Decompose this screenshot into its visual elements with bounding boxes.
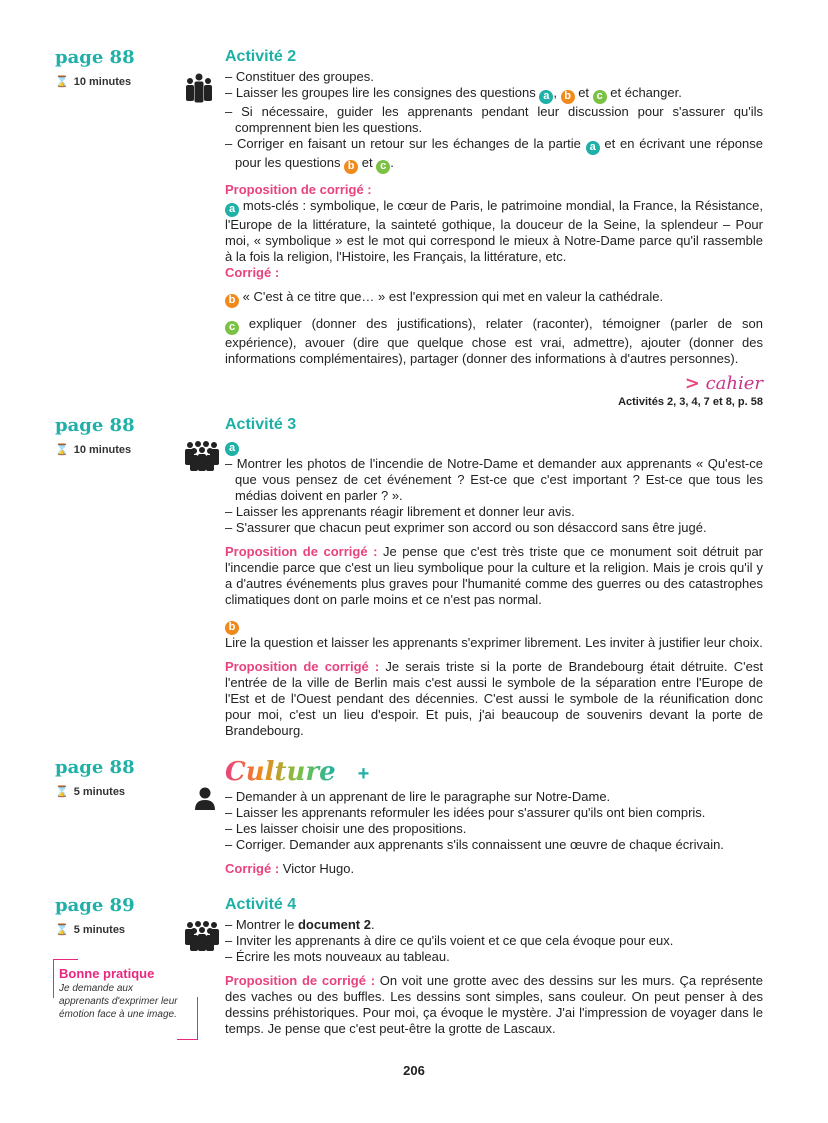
- activity-body: [225, 69, 763, 367]
- text: – Laisser les apprenants reformuler les idées pour s'assurer qu'ils ont bien compris.: [225, 805, 706, 820]
- hourglass-icon: ⌛: [55, 924, 69, 936]
- activity-body: [225, 789, 763, 877]
- text: – Laisser les groupes lire les consignes des questions: [225, 85, 540, 100]
- text: – Montrer le: [225, 917, 298, 932]
- text: et échanger.: [606, 85, 682, 100]
- activity-title: [225, 757, 828, 787]
- text: « C'est à ce titre que… » est l'expression qui met en valeur la cathédrale.: [239, 289, 664, 304]
- bonne-pratique-box: [53, 959, 193, 1021]
- text: et: [574, 85, 593, 100]
- hourglass-icon: ⌛: [55, 76, 69, 88]
- paragraph: [225, 616, 763, 635]
- bonne-pratique-text: Je demande aux apprenants d'exprimer leur émotion face à une image.: [59, 983, 178, 1020]
- question-badge-a: a: [586, 141, 600, 155]
- section-activite-2: [0, 47, 828, 367]
- duration: [55, 75, 131, 88]
- text: .: [370, 917, 375, 932]
- text: – Corriger. Demander aux apprenants s'ils connaissent une œuvre de chaque écrivain.: [225, 837, 724, 852]
- paragraph: [225, 973, 763, 1037]
- question-badge-c: c: [593, 90, 607, 104]
- correction-label: Proposition de corrigé :: [225, 544, 378, 559]
- question-badge-c: c: [376, 160, 390, 174]
- paragraph: [225, 289, 763, 308]
- list-item: [225, 837, 763, 853]
- cahier-link[interactable]: [0, 373, 763, 395]
- list-item: [225, 933, 763, 949]
- duration-text: 5 minutes: [73, 924, 126, 936]
- page-reference: page 88: [55, 757, 135, 778]
- duration: [55, 443, 131, 456]
- page-reference: page 89: [55, 895, 135, 916]
- text: Victor Hugo.: [279, 861, 355, 876]
- list-item: [225, 69, 763, 85]
- activity-title: Activité 3: [225, 416, 297, 433]
- list-item: [225, 917, 763, 933]
- corner-decoration: [53, 959, 78, 998]
- list-item: [225, 520, 763, 536]
- duration-text: 10 minutes: [73, 76, 132, 88]
- list-item: [225, 949, 763, 965]
- question-badge-b: b: [344, 160, 358, 174]
- text: .: [390, 155, 394, 170]
- paragraph: [225, 198, 763, 265]
- hourglass-icon: ⌛: [55, 786, 69, 798]
- list-item: [225, 789, 763, 805]
- section-activite-4: [0, 895, 828, 1045]
- list-item: [225, 805, 763, 821]
- text: – Laisser les apprenants réagir librement et donner leur avis.: [225, 504, 575, 519]
- list-item: [225, 104, 763, 136]
- paragraph: [225, 265, 763, 281]
- cahier-label: cahier: [705, 373, 763, 394]
- section-culture: [0, 757, 828, 877]
- paragraph: [225, 316, 763, 367]
- duration: [55, 785, 125, 798]
- group-icon: [184, 73, 214, 108]
- paragraph: [225, 437, 763, 456]
- paragraph: [225, 861, 763, 877]
- page-reference: page 88: [55, 47, 135, 68]
- crowd-icon: [184, 921, 220, 956]
- correction-label: Proposition de corrigé :: [225, 659, 380, 674]
- text: – Inviter les apprenants à dire ce qu'ils voient et ce que cela évoque pour eux.: [225, 933, 674, 948]
- cahier-block: [0, 373, 763, 409]
- list-item: [225, 821, 763, 837]
- text: – Constituer des groupes.: [225, 69, 374, 84]
- page-number: 206: [403, 1063, 425, 1078]
- correction-label: Proposition de corrigé :: [225, 973, 376, 988]
- list-item: [225, 136, 763, 174]
- text: On voit une grotte avec des dessins sur les murs. Ça représente des vaches ou des buffles. Les dessins sont simples, sans couleur. On peut penser à des dessins préhistoriques. Pour moi, ça évoque le mystère. J'ai l'impression de voyager dans le temps. Je pense que c'est peut-être la grotte de Lascaux.: [225, 973, 763, 1036]
- paragraph: [225, 544, 763, 608]
- culture-plus: +: [357, 763, 370, 785]
- text: expliquer (donner des justifications), relater (raconter), témoigner (parler de son expérience), avouer (dire que quelque chose est vrai, admettre), ajouter (donner des informations complémentaires), partager (donner des informations à d'autres personnes).: [225, 316, 763, 366]
- text: – Les laisser choisir une des propositions.: [225, 821, 467, 836]
- bold-text: document 2: [297, 917, 371, 932]
- correction-label: Corrigé :: [225, 265, 280, 280]
- paragraph: [225, 635, 763, 651]
- correction-label: Corrigé :: [225, 861, 280, 876]
- question-badge-b: b: [225, 621, 239, 635]
- duration-text: 5 minutes: [73, 786, 126, 798]
- text: – Écrire les mots nouveaux au tableau.: [225, 949, 450, 964]
- activity-title: Activité 4: [225, 896, 297, 913]
- list-item: [225, 504, 763, 520]
- text: – Si nécessaire, guider les apprenants pendant leur discussion pour s'assurer qu'ils comprennent bien les questions.: [225, 104, 763, 135]
- cahier-reference: Activités 2, 3, 4, 7 et 8, p. 58: [618, 396, 763, 408]
- question-badge-a: a: [539, 90, 553, 104]
- section-activite-3: [0, 415, 828, 739]
- question-badge-a: a: [225, 203, 239, 217]
- list-item: [225, 85, 763, 104]
- text: Je serais triste si la porte de Brandebourg était détruite. C'est l'entrée de la ville de Berlin mais c'est aussi le symbole de la séparation entre l'Europe de l'Est et de l'Ouest pendant des décennies. C'est aussi le symbole de la réunification donc pour moi, c'est un lieu d'espoir. Et puis, j'ai beaucoup de souvenirs devant la porte de Brandebourg.: [225, 659, 763, 738]
- text: Je pense que c'est très triste que ce monument soit détruit par l'incendie parce que c'est un lieu symbolique pour la culture et la religion. Mais je crois qu'il y a d'autres événements plus graves pour l'humanité comme des guerres ou des catastrophes climatiques dont on parle moins et ce n'est pas normal.: [225, 544, 763, 607]
- text: – Montrer les photos de l'incendie de Notre-Dame et demander aux apprenants « Qu'est-ce que vous pensez de cet événement ? Est-ce que c'est important ? Est-ce que tous les médias doivent en parler ? ».: [225, 456, 763, 503]
- question-badge-c: c: [225, 321, 239, 335]
- crowd-icon: [184, 441, 220, 476]
- question-badge-a: a: [225, 442, 239, 456]
- duration-text: 10 minutes: [73, 444, 132, 456]
- activity-body: [225, 437, 763, 739]
- text: – Corriger en faisant un retour sur les échanges de la partie: [225, 136, 586, 151]
- activity-body: [225, 917, 763, 1037]
- paragraph: [225, 182, 763, 198]
- question-badge-b: b: [561, 90, 575, 104]
- text: – S'assurer que chacun peut exprimer son accord ou son désaccord sans être jugé.: [225, 520, 707, 535]
- text: ,: [553, 85, 561, 100]
- page-reference: page 88: [55, 415, 135, 436]
- text: – Demander à un apprenant de lire le paragraphe sur Notre-Dame.: [225, 789, 611, 804]
- duration: [55, 923, 125, 936]
- chevron-right-icon: >: [684, 373, 700, 394]
- text: Lire la question et laisser les apprenants s'exprimer librement. Les inviter à justifier leur choix.: [225, 635, 763, 650]
- person-icon: [194, 787, 216, 816]
- paragraph: [225, 659, 763, 739]
- correction-label: Proposition de corrigé :: [225, 182, 372, 197]
- corner-decoration: [177, 997, 198, 1040]
- culture-title: Culture: [225, 757, 336, 787]
- text: mots-clés : symbolique, le cœur de Paris, le patrimoine mondial, la France, la Résistance, l'Europe de la littérature, la sainteté gothique, la douceur de la Seine, la splendeur – Pour moi, « symbolique » est le mot qui correspond le mieux à Notre-Dame parce qu'il rassemble à la fois la religion, l'Histoire, les Français, la littérature, etc.: [225, 198, 763, 264]
- list-item: [225, 456, 763, 504]
- text: et: [358, 155, 377, 170]
- question-badge-b: b: [225, 294, 239, 308]
- text: et en écrivant une réponse pour les questions: [235, 136, 763, 170]
- activity-title: Activité 2: [225, 48, 297, 65]
- bonne-pratique-title: Bonne pratique: [59, 966, 155, 981]
- hourglass-icon: ⌛: [55, 444, 69, 456]
